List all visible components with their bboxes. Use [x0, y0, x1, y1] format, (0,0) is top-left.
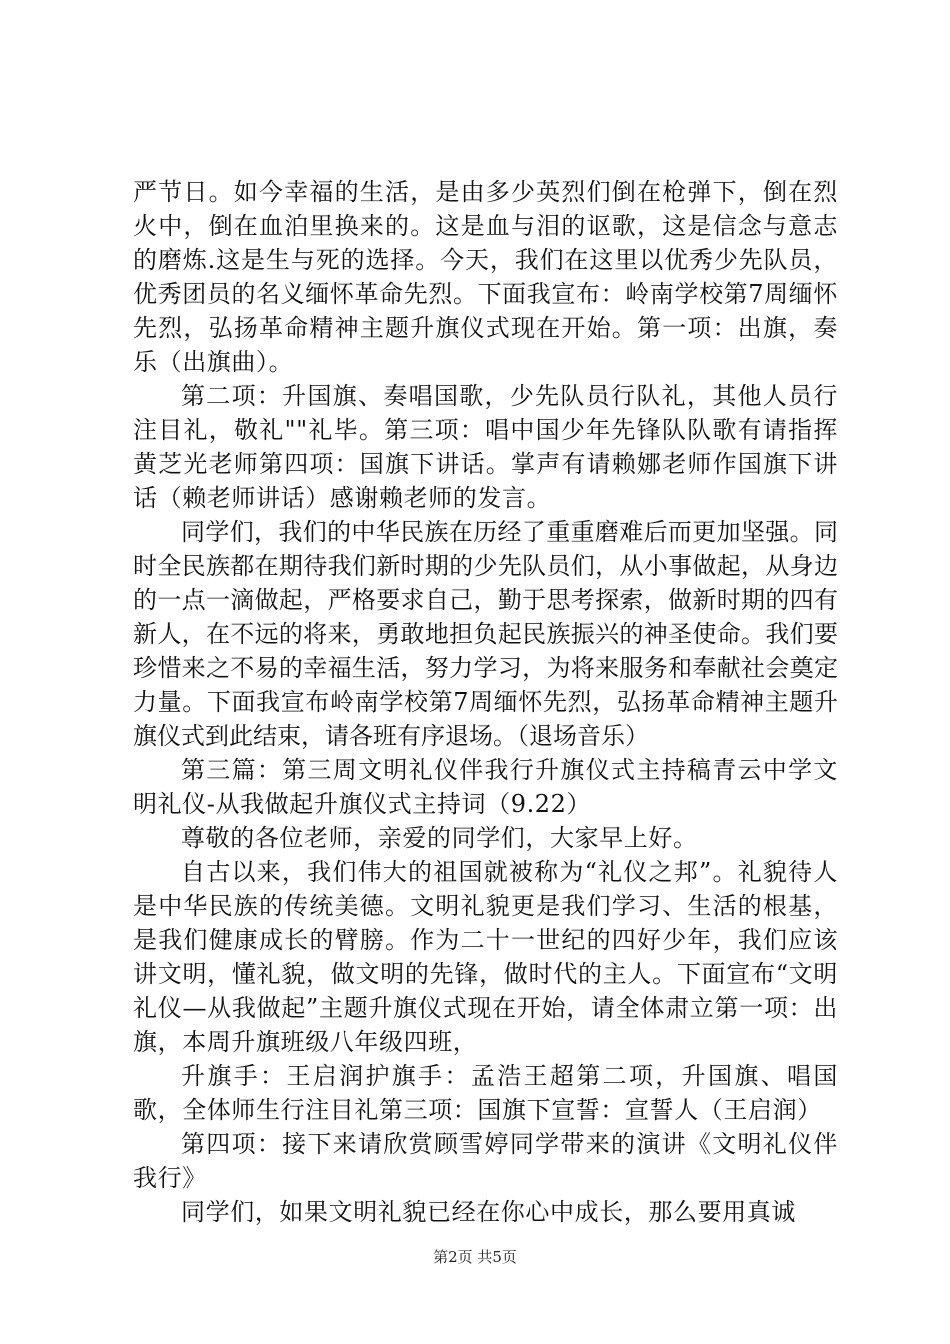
body-paragraph: 第四项：接下来请欣赏顾雪婷同学带来的演讲《文明礼仪伴我行》	[133, 1130, 838, 1192]
body-paragraph: 升旗手：王启润护旗手：孟浩王超第二项，升国旗、唱国歌，全体师生行注目礼第三项：国旗下宣誓：宣誓人（王启润）	[133, 1062, 838, 1124]
body-paragraph: 同学们，我们的中华民族在历经了重重磨难后而更加坚强。同时全民族都在期待我们新时期的少先队员们，从小事做起，从身边的一点一滴做起，严格要求自己，勤于思考探索，做新时期的四有新人，在不远的将来，勇敢地担负起民族振兴的神圣使命。我们要珍惜来之不易的幸福生活，努力学习，为将来服务和奉献社会奠定力量。下面我宣布岭南学校第7周缅怀先烈，弘扬革命精神主题升旗仪式到此结束，请各班有序退场。（退场音乐）	[133, 518, 838, 750]
section-heading-paragraph: 第三篇：第三周文明礼仪伴我行升旗仪式主持稿青云中学文明礼仪-从我做起升旗仪式主持词（9.22）	[133, 756, 838, 818]
body-paragraph: 严节日。如今幸福的生活，是由多少英烈们倒在枪弹下，倒在烈火中，倒在血泊里换来的。这是血与泪的讴歌，这是信念与意志的磨炼.这是生与死的选择。今天，我们在这里以优秀少先队员，优秀团员的名义缅怀革命先烈。下面我宣布：岭南学校第7周缅怀先烈，弘扬革命精神主题升旗仪式现在开始。第一项：出旗，奏乐（出旗曲）。	[133, 178, 838, 376]
body-paragraph: 同学们，如果文明礼貌已经在你心中成长，那么要用真诚	[181, 1198, 796, 1226]
body-paragraph: 自古以来，我们伟大的祖国就被称为“礼仪之邦”。礼貌待人是中华民族的传统美德。文明礼貌更是我们学习、生活的根基，是我们健康成长的臂膀。作为二十一世纪的四好少年，我们应该讲文明，懂礼貌，做文明的先锋，做时代的主人。下面宣布“文明礼仪—从我做起”主题升旗仪式现在开始，请全体肃立第一项：出旗，本周升旗班级八年级四班，	[133, 858, 838, 1056]
greeting-paragraph: 尊敬的各位老师，亲爱的同学们，大家早上好。	[181, 824, 698, 852]
page-number-footer: 第2页 共5页	[433, 1248, 517, 1266]
body-paragraph: 第二项：升国旗、奏唱国歌，少先队员行队礼，其他人员行注目礼，敬礼""礼毕。第三项：唱中国少年先锋队队歌有请指挥黄芝光老师第四项：国旗下讲话。掌声有请赖娜老师作国旗下讲话（赖老师讲话）感谢赖老师的发言。	[133, 382, 838, 512]
document-body	[133, 175, 838, 1229]
